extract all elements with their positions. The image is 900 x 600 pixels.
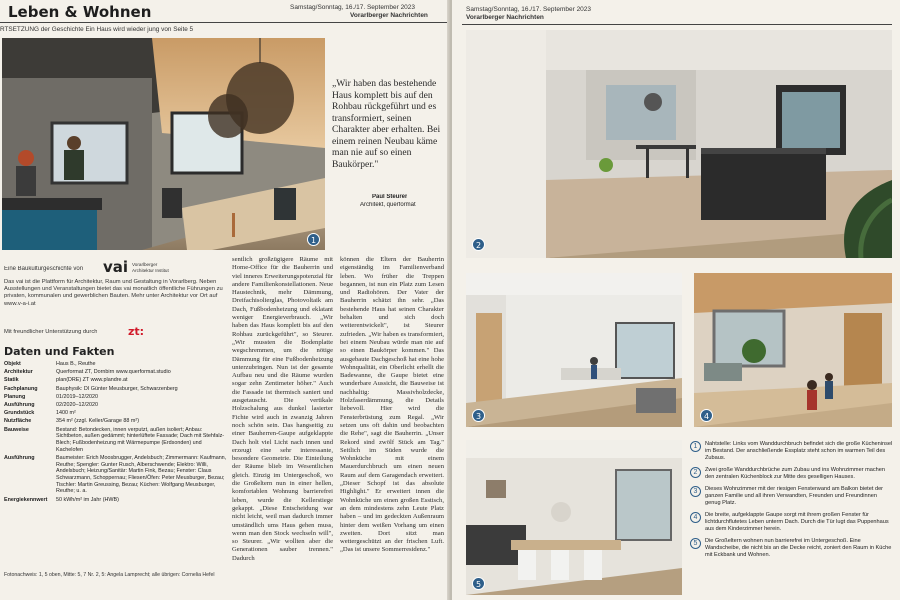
facts-row: [4, 418, 228, 425]
facts-row: [4, 361, 228, 368]
facts-row: [4, 427, 228, 454]
facts-key: Planung: [4, 393, 26, 400]
caption-item: [690, 486, 894, 507]
facts-row: [4, 455, 228, 495]
facts-key: Objekt: [4, 361, 21, 367]
facts-table: [4, 361, 228, 567]
facts-value: Querformat ZT, Dornbirn www.querformat.studio: [56, 369, 171, 376]
facts-value: Bauphysik: DI Günter Meusburger, Schwarzenberg: [56, 385, 178, 392]
facts-row: [4, 410, 228, 417]
photo-grandparents-flat: [466, 440, 682, 595]
facts-row: [4, 402, 228, 409]
caption-item: [690, 538, 894, 559]
facts-value: Haus B., Reuthe: [56, 361, 96, 367]
caption-text: Die Großeltern wohnen nun barrierefrei im Untergeschoß. Eine Wandscheibe, die nicht bis an die Decke reicht, zoniert den Raum in Küche mit Eckbank und Wohnen.: [705, 538, 892, 558]
caption-item: [690, 441, 894, 462]
photo-number-4: 4: [700, 409, 713, 422]
caption-text: Die breite, aufgeklappte Gaupe sorgt mit ihrem großen Fenster für lichtdurchflutetes Leben unterm Dach. Durch die Tür lugt das Puppenhaus aus dem Kinderzimmer herein.: [705, 512, 889, 532]
caption-number: 4: [690, 512, 701, 523]
continuation-line: RTSETZUNG der Geschichte Ein Haus wird wieder jung von Seite 5: [0, 26, 194, 33]
photo-number-5: 5: [472, 577, 485, 590]
photo-number-3: 3: [472, 409, 485, 422]
facts-title: Daten und Fakten: [4, 345, 115, 358]
facts-value: 50 kWh/m² im Jahr (HWB): [56, 496, 119, 503]
quote-role: Architekt, querformat: [360, 202, 416, 208]
sponsor-logo: zt:: [128, 325, 145, 338]
caption-item: [690, 467, 894, 481]
body-column-2: können die Eltern der Bauherrin eigenständig im Familienverband leben. Wo früher die Treppen begannen, ist nun ein Platz zum Lesen und Radiohören. Der Vater der Bauherrin schätzt ihn sehr. „Das bestehende Haus hat seinen Charakter behalten und sich doch weiterentwickelt", ist Steurer zufrieden. „Wir haben es transformiert, bei einem Neubau würde man nie auf so einen Baukörper kommen." Das ausgebaute Dachgeschoß hat eine hohe Wohnqualität, ein Oberlicht erhellt die Badewanne, die Gaupe bietet eine wunderbare Aussicht, die Bauweise ist nachhaltig: Massivholzdecke, Holzfaserdämmung, die Details liebevoll. Hier wird die Fensterbrüstung zum Regal. „Wir setzen uns oft dahin und beobachten die Rehe", sagt die Bauherrin. „Unser Rekord sind zwölf Stück am Tag." Seitlich im Süden wurde die Wohnküche mit einem Mauerdurchbruch um einen neuen Raum auf dem Garagendach erweitert. „Dieser Schopf ist das absolute Highlight." Er erweitert innen die Wohnküche um einen großen Esstisch, an dem mindestens zehn Leute Platz haben – und im gedeckten Außenraum hinter dem weißen Vorhang um einen zweiten. Dort sitzt man wettergeschützt an der frischen Luft. „Das ist unsere Sommerresidenz.": [340, 256, 444, 554]
caption-number: 5: [690, 538, 701, 549]
caption-text: Dieses Wohnzimmer mit der riesigen Fensterwand am Balkon bietet der ganzen Familie und all ihren Verwandten, Freunden und Freundinnen genug Platz.: [705, 486, 884, 506]
body-column-1: sentlich großzügigere Räume mit Home-Office für die Bauherrin und viel inneres Erweiterungspotenzial für andere Familienkonstellationen. Neue Haustechnik, mehr Dämmung, Dreifachisolierglas, Photovoltaik am Dach, Fußbodenheizung und eklatant weniger Energieverbrauch. „Wir haben das Haus komplett bis auf den Rohbau zurückgeführt", so Steurer. „Wir mussten die Bodenplatte wegschremmen, um die nötige Dämmung für eine Fußbodenheizung unterzubringen. Nun ist der gesamte Aufbau neu und die Räume wurden sogar zehn Zentimeter höher." Auch die Fassade ist thermisch saniert und ausgetauscht. Die vertikale Holzschalung aus dunkel lasierter Fichte wird auch in zwanzig Jahren noch schön sein. Das hangseitig zu einer Bauherren-Gaupe aufgeklappte Dach holt viel Licht nach innen und erzeugt eine sehr interessante, besondere Geometrie. Die Einteilung der Räume blieb im Wesentlichen gleich. Einzig im Untergeschoß, wo die Großeltern nun in einer hellen, komfortablen Wohnung barrierefrei leben, wurde die Kellerstiege gekappt. „Diese Entscheidung war nicht leicht, weil man dadurch immer umständlich ums Haus gehen muss, wenn man den Stock wechseln will", so Steurer. „Wir wollten aber die Generationen sauber trennen." Dadurch: [232, 256, 333, 562]
facts-value: 01/2019–12/2020: [56, 393, 98, 400]
caption-text: Zwei große Wanddurchbrüche zum Zubau und ins Wohnzimmer machen den zentralen Küchenblock zur Mitte des geselligen Hauses.: [705, 467, 886, 480]
facts-value: Baumeister: Erich Moosbrugger, Andelsbuch; Zimmermann: Kaufmann, Reuthe; Spengler: Gunter Rusch, Alberschwende; Elektro: Willi, Andelsbuch; Heizung/Sanitär: Martin Fink, Bezau; Fenster: Claus Schwarzmann, Schoppernau; Fliesen/Öfen: Peter Meusburger, Bezau; Tischler: Martin Greussing, Bezau; Küchen: Wolfgang Meusburger, Reuthe; u. a.: [56, 454, 227, 495]
facts-key: Ausführung: [4, 454, 35, 461]
photo-captions: [690, 441, 894, 597]
pull-quote: „Wir haben das bestehende Haus komplett bis auf den Rohbau rückgeführt und es transformiert, seinen Charakter aber erhalten. Bei einem reinen Neubau käme man nie auf so einen Baukörper.": [332, 78, 441, 170]
facts-row: [4, 394, 228, 401]
facts-value: 354 m² (zzgl. Keller/Garage 88 m²): [56, 418, 139, 425]
vai-logo-sub: Vorarlberger Architektur Institut: [132, 262, 169, 273]
photo-number-2: 2: [472, 238, 485, 251]
photo-kitchen: [2, 38, 325, 250]
photo-attic: [694, 273, 892, 427]
caption-text: Nahtstelle: Links vom Wanddurchbruch befindet sich die große Kücheninsel im Bestand. Der anschließende Essplatz steht schon im warmen Teil des Zubaus.: [705, 441, 893, 461]
facts-value: 02/2020–12/2020: [56, 402, 98, 409]
facts-key: Fachplanung: [4, 385, 38, 392]
facts-row: [4, 377, 228, 384]
right-page: [452, 0, 900, 600]
quote-author: Paul Steurer: [372, 194, 408, 200]
photo-credits: Fotonachweis: 1, 5 oben, Mitte: 5, 7 Nr. 2, 5: Angela Lamprecht; alle übrigen: Cornelia Hefel: [4, 572, 215, 578]
facts-key: Architektur: [4, 369, 33, 376]
caption-number: 1: [690, 441, 701, 452]
caption-number: 2: [690, 467, 701, 478]
facts-row: [4, 369, 228, 376]
facts-key: Energiekennwert: [4, 496, 48, 503]
facts-value: 1400 m²: [56, 410, 76, 417]
dateline: Samstag/Sonntag, 16./17. September 2023: [290, 4, 416, 11]
section-title: Leben & Wohnen: [8, 3, 152, 21]
facts-value: plan(DRE) ZT www.plandre.at: [56, 377, 128, 384]
facts-row: [4, 386, 228, 393]
photo-living-room: [466, 273, 682, 427]
photo-living-kitchen: [466, 30, 892, 258]
caption-item: [690, 512, 894, 533]
facts-key: Grundstück: [4, 410, 35, 417]
facts-value: Bestand: Betondecken, innen verputzt, außen isoliert; Anbau: Sichtbeton, außen gedämmt; hinterlüftete Fassade; Dach mit Stehfalz-Blech; Fußbodenheizung mit Wärmepumpe (Erdsonden) und Kachelofen: [56, 426, 225, 453]
dateline-right: Samstag/Sonntag, 16./17. September 2023: [466, 6, 592, 13]
paper-name: Vorarlberger Nachrichten: [350, 12, 428, 19]
caption-number: 3: [690, 486, 701, 497]
facts-key: Bauweise: [4, 426, 29, 433]
vai-intro: Eine Baukulturgeschichte von: [4, 266, 84, 272]
facts-key: Statik: [4, 377, 19, 384]
facts-key: Nutzfläche: [4, 418, 32, 425]
photo-number-1: 1: [307, 233, 320, 246]
vai-description: Das vai ist die Plattform für Architektur, Raum und Gestaltung in Vorarlberg. Neben Ausstellungen und Veranstaltungen bietet das vai monatlich öffentliche Führungen zu privaten, kommunalen und gewerblichen Bauten. Mehr unter Architektur vor Ort auf www.v-a-i.at: [4, 279, 223, 307]
support-text: Mit freundlicher Unterstützung durch: [4, 329, 98, 335]
paper-name-right: Vorarlberger Nachrichten: [466, 14, 544, 21]
facts-row: [4, 497, 228, 504]
facts-key: Ausführung: [4, 402, 35, 409]
vai-logo: vai: [103, 258, 129, 276]
